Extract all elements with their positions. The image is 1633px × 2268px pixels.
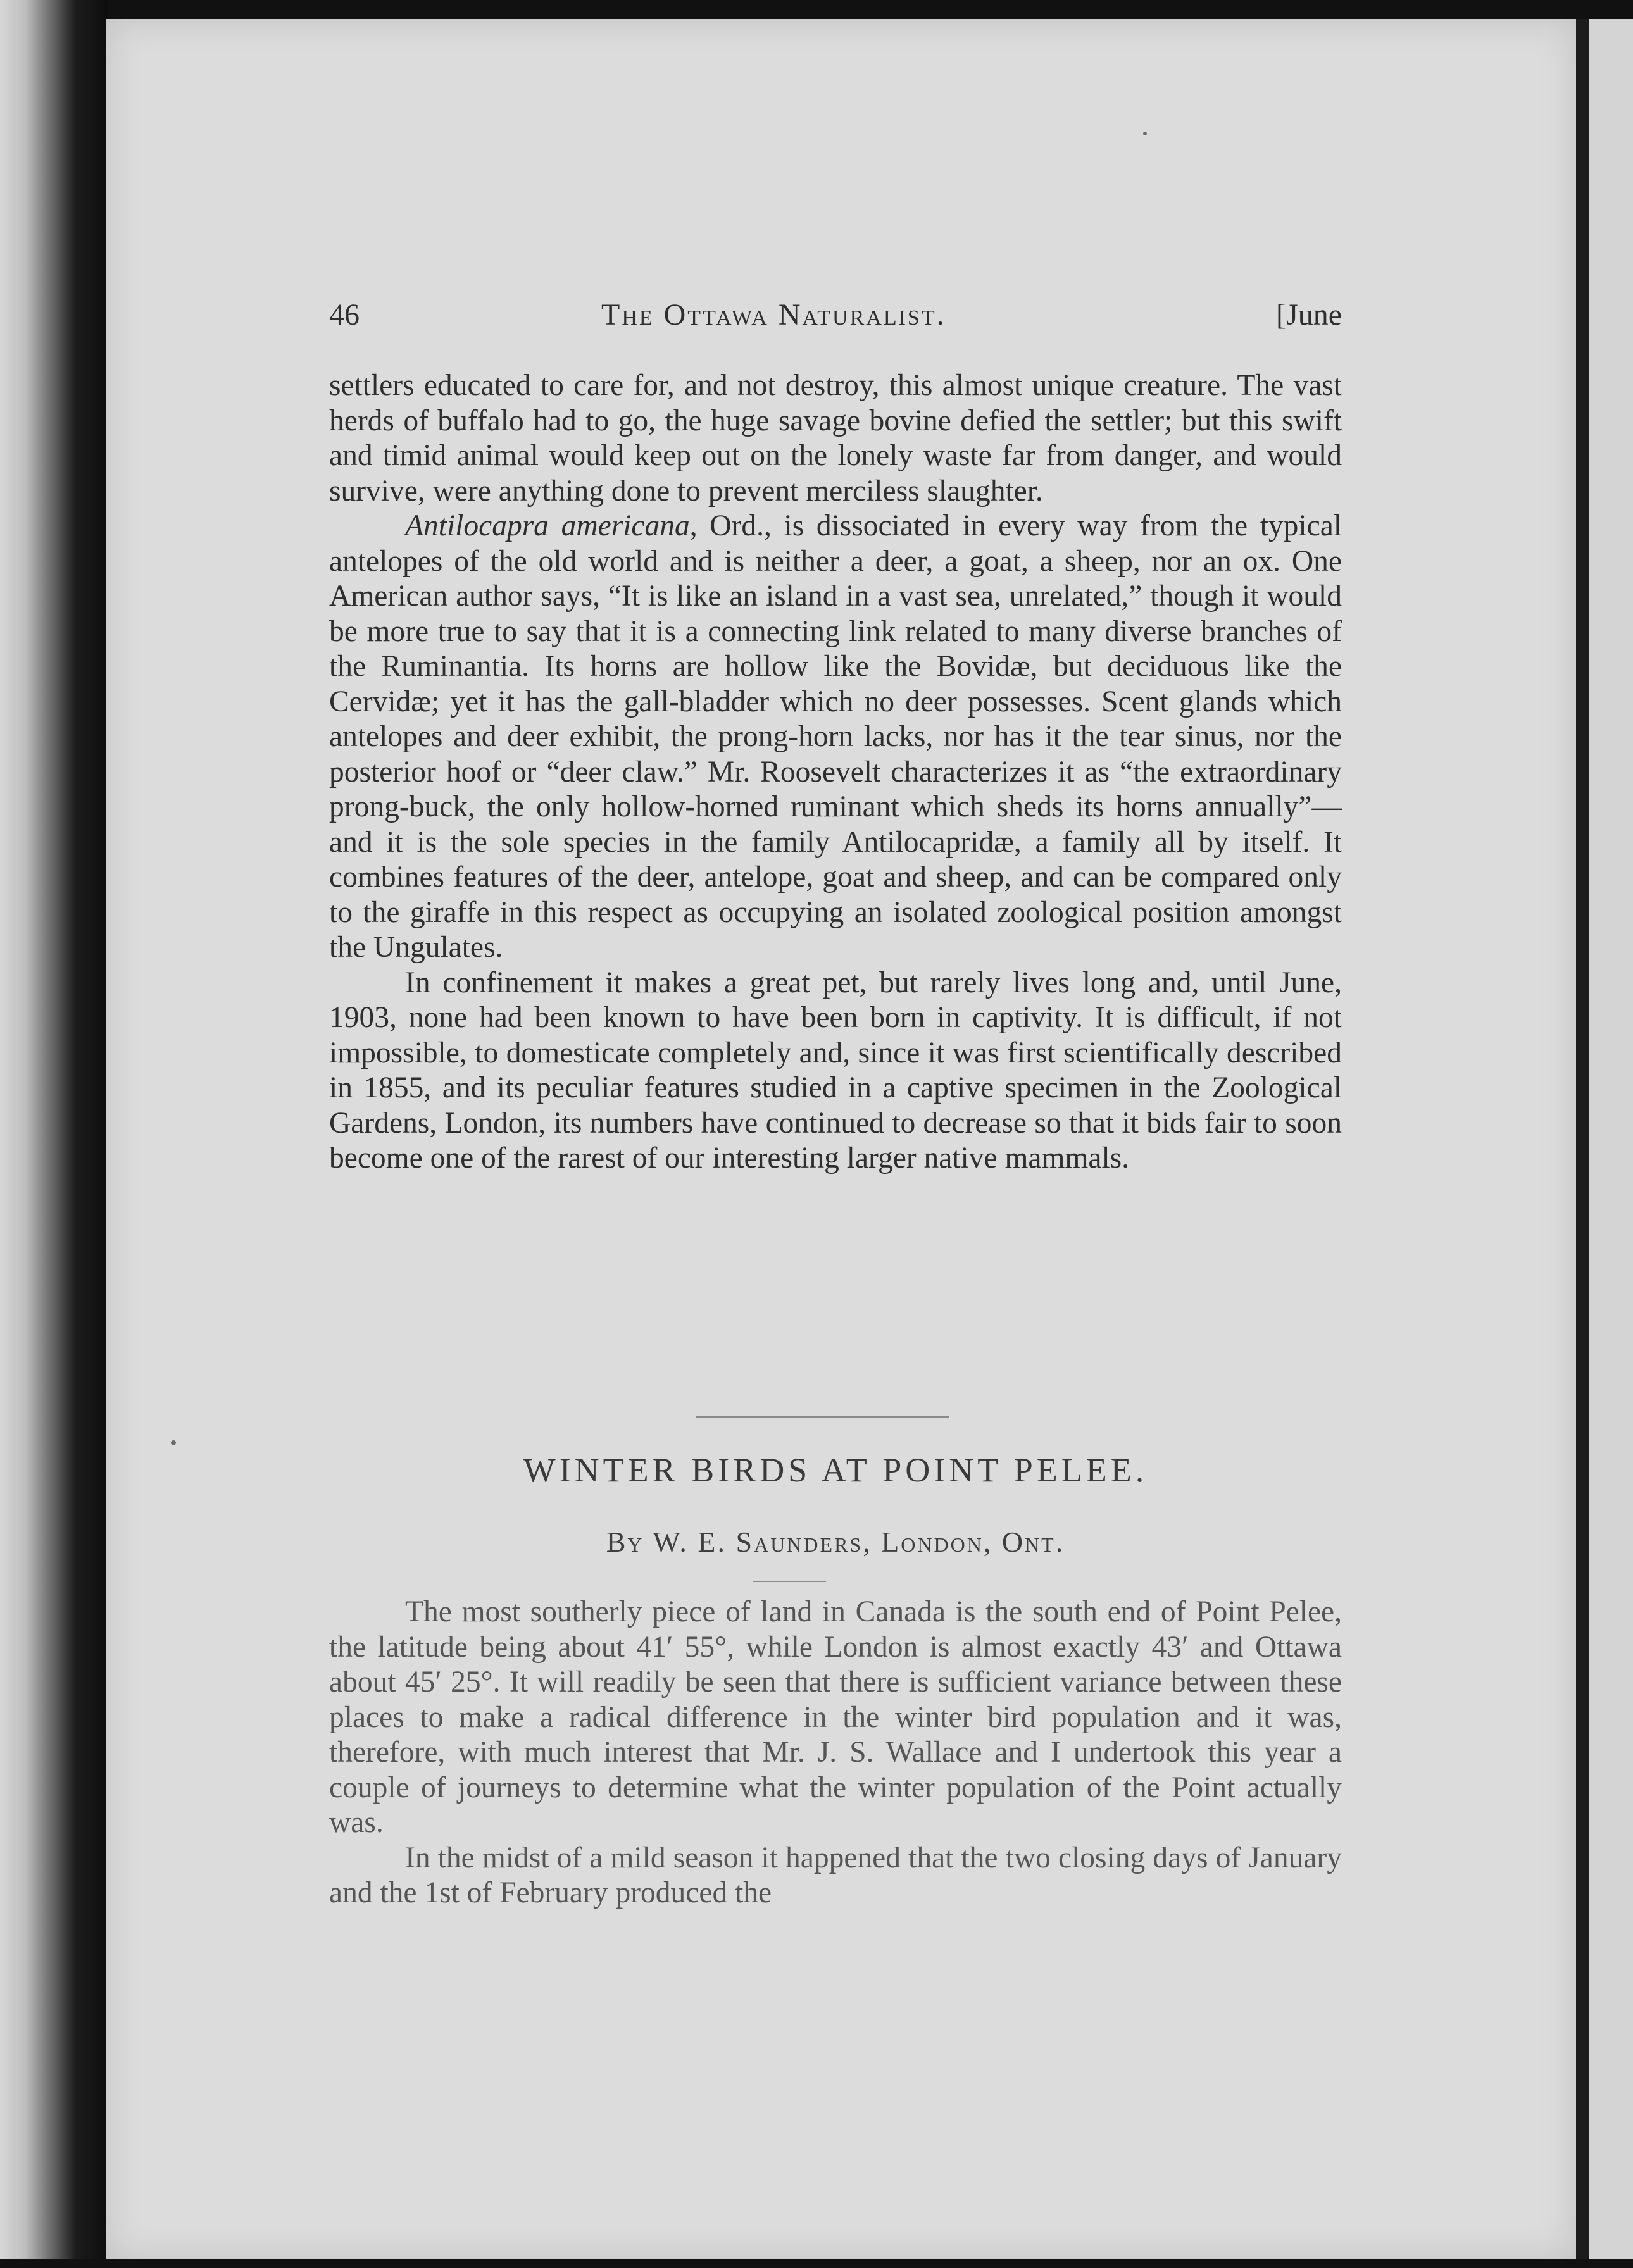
facing-page-edge <box>1589 19 1633 2259</box>
film-bottom-edge <box>0 2259 1633 2268</box>
winter-birds-article <box>329 1595 1342 1911</box>
speck <box>1143 132 1147 135</box>
section-divider <box>696 1416 949 1418</box>
species-name: Antilocapra americana <box>405 509 690 542</box>
article-byline: By W. E. Saunders, London, Ont. <box>606 1526 1065 1558</box>
article-paragraph: In the midst of a mild season it happened that the two closing days of January and the 1st of February produced the <box>329 1841 1342 1909</box>
byline-rule <box>753 1581 826 1582</box>
page-number: 46 <box>329 298 360 332</box>
journal-title: The Ottawa Naturalist. <box>601 298 946 332</box>
issue-month: [June <box>1276 298 1342 332</box>
article-paragraph: settlers educated to care for, and not destroy, this almost unique creature. The vast herds of buffalo had to go, the huge savage bovine defied the settler; but this swift and timid animal would keep out on the lonely waste far from danger, and would survive, were anything done to prevent merciless slaughter. <box>329 369 1342 508</box>
film-left-edge <box>0 0 108 2268</box>
article-paragraph: In confinement it makes a great pet, but rarely lives long and, until June, 1903, none had been known to have been born in captivity. It is difficult, if not impossible, to domesticate completely and, since it was first scientifically described in 1855, and its peculiar features studied in a captive specimen in the Zoological Gardens, London, its numbers have continued to decrease so that it bids fair to soon become one of the rarest of our interesting larger native mammals. <box>329 966 1342 1174</box>
book-gutter <box>1576 19 1589 2259</box>
running-header <box>329 297 1342 335</box>
paragraph-text: , Ord., is dissociated in every way from the typical antelopes of the old world and is neither a deer, a goat, a sheep, nor an ox. One American author says, “It is like an island in a vast sea, unrelated,” though it would be more true to say that it is a connecting link related to many diverse branches of the Ruminantia. Its horns are hollow like the Bovidæ, but deciduous like the Cervidæ; yet it has the gall-bladder which no deer possesses. Scent glands which antelopes and deer exhibit, the prong-horn lacks, nor has it the tear sinus, nor the posterior hoof or “deer claw.” Mr. Roosevelt characterizes it as “the extraordinary prong-buck, the only hollow-horned ruminant which sheds its horns annually”—and it is the sole species in the family Antilocapridæ, a family all by itself. It combines features of the deer, antelope, goat and sheep, and can be compared only to the giraffe in this respect as occupying an isolated zoological position amongst the Ungulates. <box>329 509 1342 964</box>
article-paragraph: The most southerly piece of land in Canada is the south end of Point Pelee, the latitude being about 41′ 55°, while London is almost exactly 43′ and Ottawa about 45′ 25°. It will readily be seen that there is sufficient variance between these places to make a radical difference in the winter bird population and it was, therefore, with much interest that Mr. J. S. Wallace and I undertook this year a couple of journeys to determine what the winter population of the Point actually was. <box>329 1595 1342 1839</box>
article-paragraph <box>329 509 1342 966</box>
article-title: WINTER BIRDS AT POINT PELEE. <box>523 1451 1148 1489</box>
speck <box>171 1440 176 1445</box>
pronghorn-article <box>329 368 1342 1176</box>
